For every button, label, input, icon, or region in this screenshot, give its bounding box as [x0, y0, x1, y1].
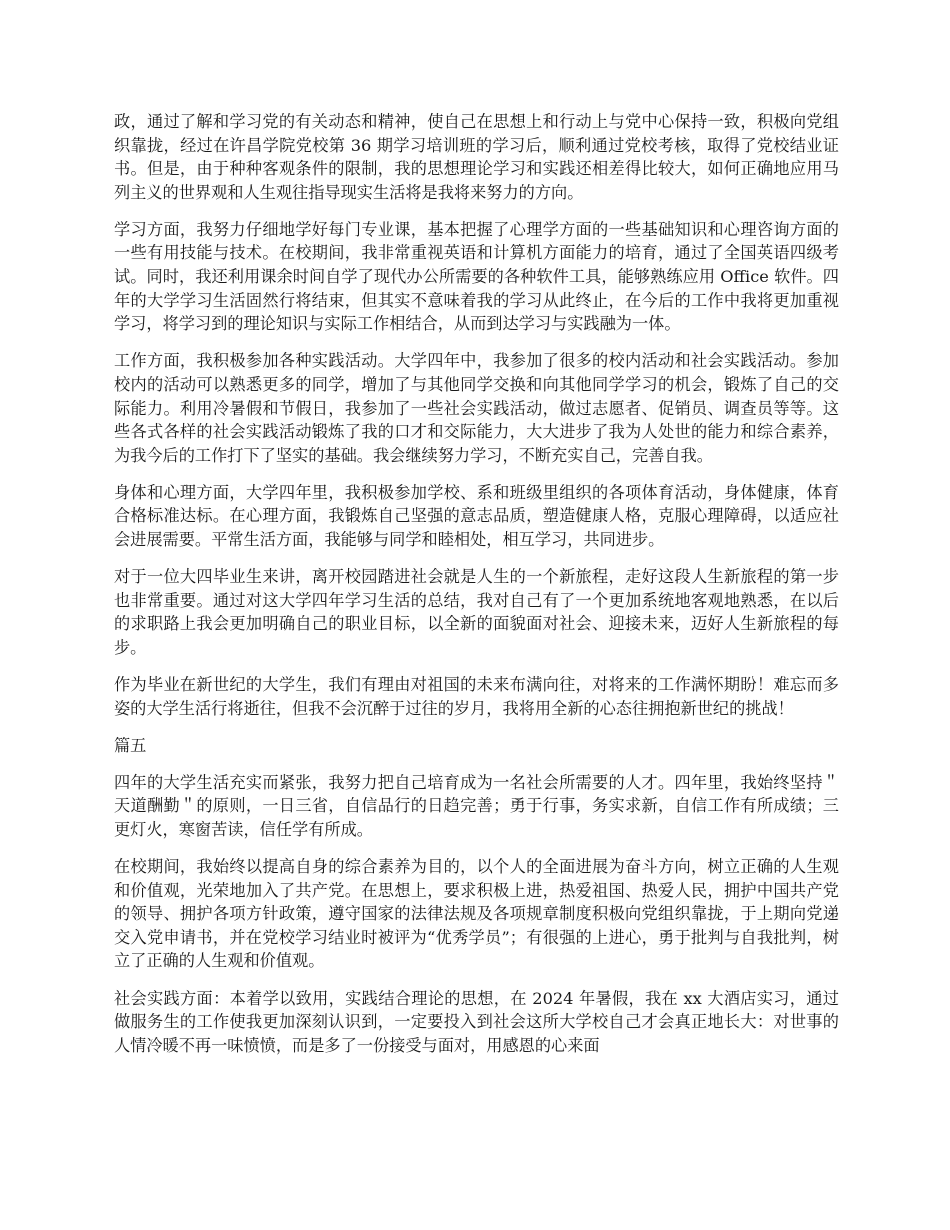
paragraph-party-study: 政，通过了解和学习党的有关动态和精神，使自己在思想上和行动上与党中心保持一致，积极向党组织靠拢，经过在许昌学院党校第 36 期学习培训班的学习后，顺利通过党校考核，取得了党校结业证书。但是，由于种种客观条件的限制，我的思想理论学习和实践还相差得比较大，如何正确地应用马列主义的世界观和人生观往指导现实生活将是我将来努力的方向。 [114, 112, 839, 202]
section-heading: 篇五 [114, 735, 147, 755]
paragraph-health-aspect: 身体和心理方面，大学四年里，我积极参加学校、系和班级里组织的各项体育活动，身体健康，体育合格标准达标。在心理方面，我锻炼自己坚强的意志品质，塑造健康人格，克服心理障碍，以适应社会进展需要。平常生活方面，我能够与同学和睦相处，相互学习，共同进步。 [114, 482, 839, 549]
paragraph-work-aspect: 工作方面，我积极参加各种实践活动。大学四年中，我参加了很多的校内活动和社会实践活动。参加校内的活动可以熟悉更多的同学，增加了与其他同学交换和向其他同学学习的机会，锻炼了自己的交际能力。利用冷暑假和节假日，我参加了一些社会实践活动，做过志愿者、促销员、调查员等等。这些各式各样的社会实践活动锻炼了我的口才和交际能力，大大进步了我为人处世的能力和综合素养，为我今后的工作打下了坚实的基础。我会继续努力学习，不断充实自己，完善自我。 [114, 351, 839, 465]
paragraph-study-aspect: 学习方面，我努力仔细地学好每门专业课，基本把握了心理学方面的一些基础知识和心理咨询方面的一些有用技能与技术。在校期间，我非常重视英语和计算机方面能力的培育，通过了全国英语四级考试。同时，我还利用课余时间自学了现代办公所需要的各种软件工具，能够熟练应用 Office 软件。四年的大学学习生活固然行将结束，但其实不意味着我的学习从此终止，在今后的工作中我将更加重视学习，将学习到的理论知识与实际工作相结合，从而到达学习与实践融为一体。 [114, 219, 839, 334]
paragraph-graduate-journey: 对于一位大四毕业生来讲，离开校园踏进社会就是人生的一个新旅程，走好这段人生新旅程的第一步也非常重要。通过对这大学四年学习生活的总结，我对自己有了一个更加系统地客观地熟悉，在以后的求职路上我会更加明确自己的职业目标，以全新的面貌面对社会、迎接未来，迈好人生新旅程的每步。 [114, 567, 839, 657]
paragraph-on-campus: 在校期间，我始终以提高自身的综合素养为目的，以个人的全面进展为奋斗方向，树立正确的人生观和价值观，光荣地加入了共产党。在思想上，要求积极上进，热爱祖国、热爱人民，拥护中国共产党的领导、拥护各项方针政策，遵守国家的法律法规及各项规章制度积极向党组织靠拢，于上期向党递交入党申请书，并在党校学习结业时被评为“优秀学员”；有很强的上进心，勇于批判与自我批判，树立了正确的人生观和价值观。 [114, 857, 839, 971]
paragraph-future-outlook: 作为毕业在新世纪的大学生，我们有理由对祖国的未来布满向往，对将来的工作满怀期盼！难忘而多姿的大学生活行将逝往，但我不会沉醉于过往的岁月，我将用全新的心态往拥抱新世纪的挑战！ [114, 674, 839, 718]
paragraph-four-years: 四年的大学生活充实而紧张，我努力把自己培育成为一名社会所需要的人才。四年里，我始终坚持＂天道酬勤＂的原则，一日三省，自信品行的日趋完善；勇于行事，务实求新，自信工作有所成绩；三更灯火，寒窗苦读，信任学有所成。 [114, 772, 839, 839]
paragraph-social-practice: 社会实践方面：本着学以致用，实践结合理论的思想，在 2024 年暑假，我在 xx 大酒店实习，通过做服务生的工作使我更加深刻认识到，一定要投入到社会这所大学校自己才会真正地长大：对世事的人情冷暖不再一味愤愤，而是多了一份接受与面对，用感恩的心来面 [114, 988, 839, 1055]
document-page [114, 110, 839, 1071]
